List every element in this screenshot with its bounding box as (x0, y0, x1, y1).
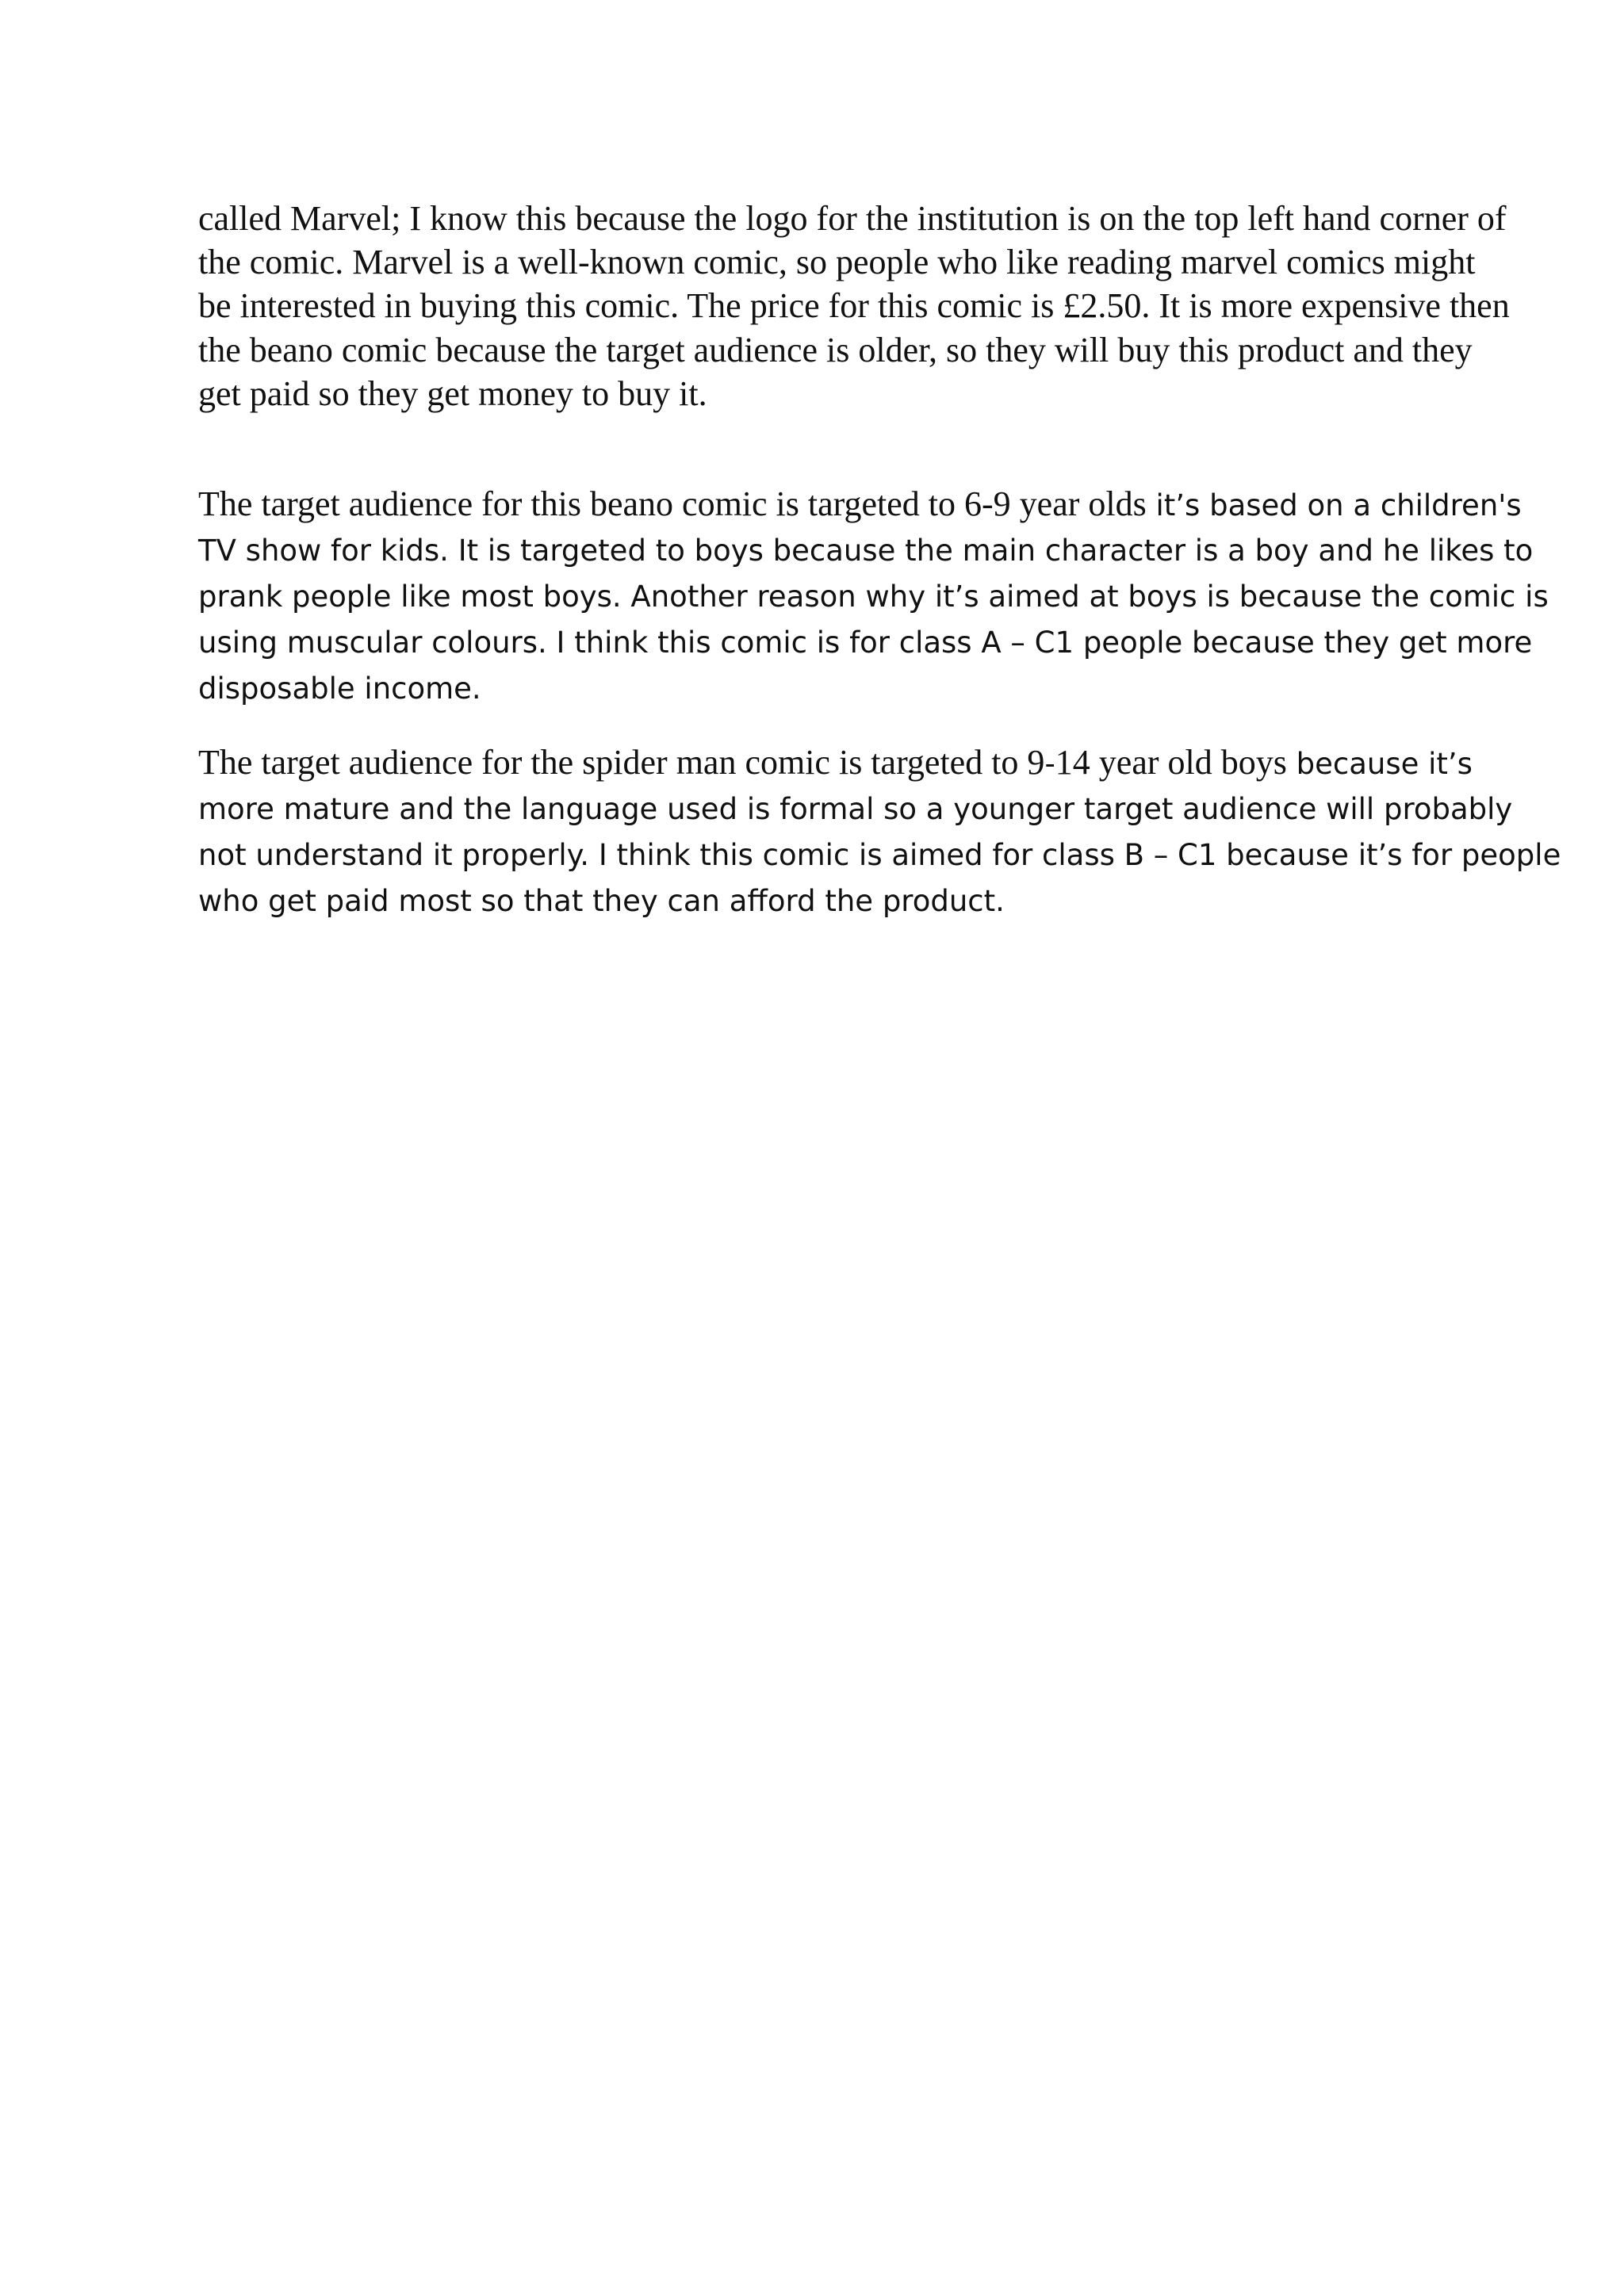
text-run: The target audience for this beano comic is targeted to 6-9 year olds (198, 484, 1147, 523)
text-line: be interested in buying this comic. The price for this comic is £2.50. It is more expensive then (198, 286, 1510, 325)
text-run: 14 year old boys (1055, 743, 1287, 782)
text-line: using muscular colours. I think this comic is for class A – C1 people because they get more (198, 626, 1533, 660)
text-run: because it’s (1286, 747, 1473, 781)
text-line: TV show for kids. It is targeted to boys because the main character is a boy and he likes to (198, 534, 1534, 568)
text-run: it’s based on a children's (1146, 488, 1522, 522)
text-line (198, 745, 1473, 780)
text-line: who get paid most so that they can afford the product. (198, 884, 1005, 918)
text-run: - (1044, 747, 1055, 781)
text-line: the comic. Marvel is a well-known comic, so people who like reading marvel comics might (198, 243, 1476, 281)
text-line: more mature and the language used is formal so a younger target audience will probably (198, 792, 1513, 826)
text-line: not understand it properly. I think this comic is aimed for class B – C1 because it’s for people (198, 838, 1561, 872)
text-line (198, 484, 1522, 523)
text-line: called Marvel; I know this because the logo for the institution is on the top left hand corner of (198, 199, 1507, 238)
text-run: The target audience for the spider man comic is targeted to 9 (198, 743, 1045, 782)
text-line: prank people like most boys. Another reason why it’s aimed at boys is because the comic is (198, 580, 1549, 614)
text-line: disposable income. (198, 672, 481, 706)
text-line: get paid so they get money to buy it. (198, 374, 707, 413)
text-line: the beano comic because the target audience is older, so they will buy this product and they (198, 331, 1473, 369)
